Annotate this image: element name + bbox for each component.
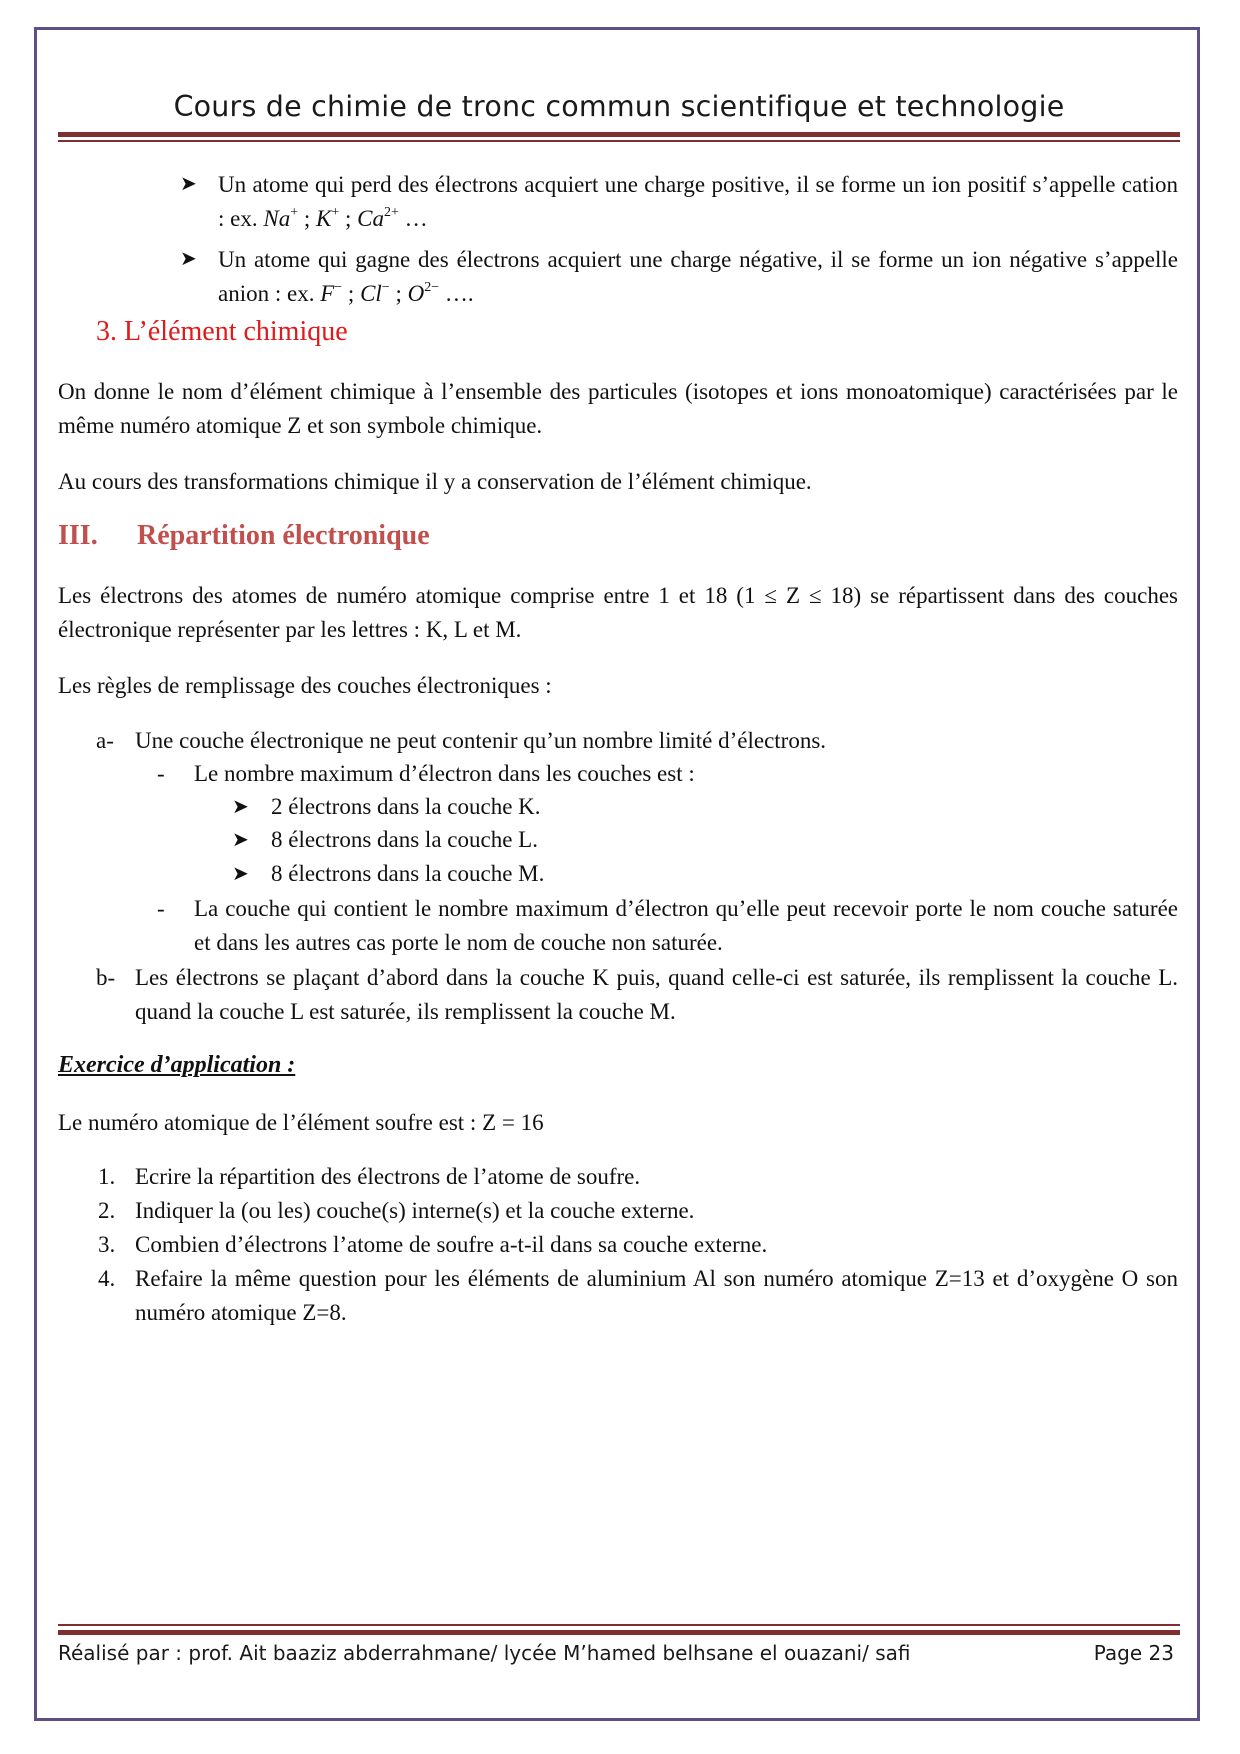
anion-text: Un atome qui gagne des électrons acquiert une charge négative, il se forme un ion négative s’appelle anion : ex. xyxy=(218,247,1178,306)
section-3-para-2: Au cours des transformations chimique il y a conservation de l’élément chimique. xyxy=(58,469,812,494)
header-rule-thick xyxy=(58,132,1180,137)
anion-paragraph xyxy=(218,243,1178,311)
question-1: Ecrire la répartition des électrons de l’atome de soufre. xyxy=(135,1164,641,1189)
rule-a-text: Une couche électronique ne peut contenir qu’un nombre limité d’électrons. xyxy=(135,728,827,753)
ion-cl: Cl− xyxy=(360,280,390,306)
max-item-k: 2 électrons dans la couche K. xyxy=(271,794,541,819)
question-number: 2. xyxy=(98,1198,116,1223)
cation-paragraph xyxy=(218,168,1178,236)
max-item-m: 8 électrons dans la couche M. xyxy=(271,861,545,886)
ion-ca: $Ca^{2+}$ xyxy=(357,205,399,231)
footer-author: Réalisé par : prof. Ait baaziz abderrahmane/ lycée M’hamed belhsane el ouazani/ safi xyxy=(58,1641,911,1665)
exercise-title: Exercice d’application : xyxy=(58,1052,296,1078)
section-III-intro: Les électrons des atomes de numéro atomique comprise entre 1 et 18 (1 ≤ Z ≤ 18) se répartissent dans des couches électronique représenter par les lettres : K, L et M. xyxy=(58,583,1179,642)
z-range-formula: 1 ≤ Z ≤ 18 xyxy=(743,583,854,608)
dash-marker: - xyxy=(157,761,165,786)
question-4: Refaire la même question pour les éléments de aluminium Al son numéro atomique Z=13 et d’oxygène O son numéro atomique Z=8. xyxy=(135,1266,1178,1325)
question-number: 4. xyxy=(98,1266,116,1291)
ion-f: F− xyxy=(320,280,343,306)
arrow-bullet-icon: ➤ xyxy=(232,863,249,885)
max-electrons-title: Le nombre maximum d’électron dans les couches est : xyxy=(194,761,695,786)
ion-o: $O^{2-}$ xyxy=(407,280,440,306)
separator: ; xyxy=(345,206,352,231)
exercise-intro: Le numéro atomique de l’élément soufre est : Z = 16 xyxy=(58,1110,544,1135)
footer-rule-thin xyxy=(58,1624,1180,1626)
section-III-number: III. xyxy=(58,520,98,551)
ion-na: Na+ xyxy=(263,205,299,231)
separator: ; xyxy=(395,281,402,306)
section-3-heading: 3. L’élément chimique xyxy=(96,316,348,347)
question-3: Combien d’électrons l’atome de soufre a-t-il dans sa couche externe. xyxy=(135,1232,768,1257)
separator: ; xyxy=(303,206,311,231)
saturated-layer-text: La couche qui contient le nombre maximum d’électron qu’elle peut recevoir porte le nom couche saturée et dans les autres cas porte le nom de couche non saturée. xyxy=(194,896,1178,955)
arrow-bullet-icon: ➤ xyxy=(232,796,249,818)
max-item-l: 8 électrons dans la couche L. xyxy=(271,827,538,852)
section-III-heading: Répartition électronique xyxy=(137,520,430,551)
arrow-bullet-icon: ➤ xyxy=(232,829,249,851)
footer-rule-thick xyxy=(58,1630,1180,1635)
ellipsis: … xyxy=(404,206,428,231)
question-number: 1. xyxy=(98,1164,116,1189)
page-header-title: Cours de chimie de tronc commun scientifique et technologie xyxy=(173,90,1065,123)
arrow-bullet-icon: ➤ xyxy=(180,248,197,270)
rules-title: Les règles de remplissage des couches électroniques : xyxy=(58,673,552,698)
rule-a-marker: a- xyxy=(96,728,114,753)
footer-page-number: Page 23 xyxy=(1093,1641,1174,1665)
header-rule-thin xyxy=(58,140,1180,142)
section-3-para-1: On donne le nom d’élément chimique à l’ensemble des particules (isotopes et ions monoatomique) caractérisées par le même numéro atomique Z et son symbole chimique. xyxy=(58,379,1178,438)
rule-b-text: Les électrons se plaçant d’abord dans la couche K puis, quand celle-ci est saturée, ils remplissent la couche L. quand la couche L est saturée, ils remplissent la couche M. xyxy=(135,965,1178,1024)
rule-b-marker: b- xyxy=(96,965,116,990)
question-number: 3. xyxy=(98,1232,116,1257)
question-2: Indiquer la (ou les) couche(s) interne(s) et la couche externe. xyxy=(135,1198,695,1223)
sulfur-z-formula: Z = 16 xyxy=(482,1110,544,1135)
separator: ; xyxy=(347,281,355,306)
arrow-bullet-icon: ➤ xyxy=(180,173,197,195)
dash-marker: - xyxy=(157,896,165,921)
ion-k: K+ xyxy=(316,205,340,231)
ellipsis: …. xyxy=(444,281,474,306)
cation-text: Un atome qui perd des électrons acquiert une charge positive, il se forme un ion positif s’appelle cation : ex. xyxy=(218,172,1178,231)
